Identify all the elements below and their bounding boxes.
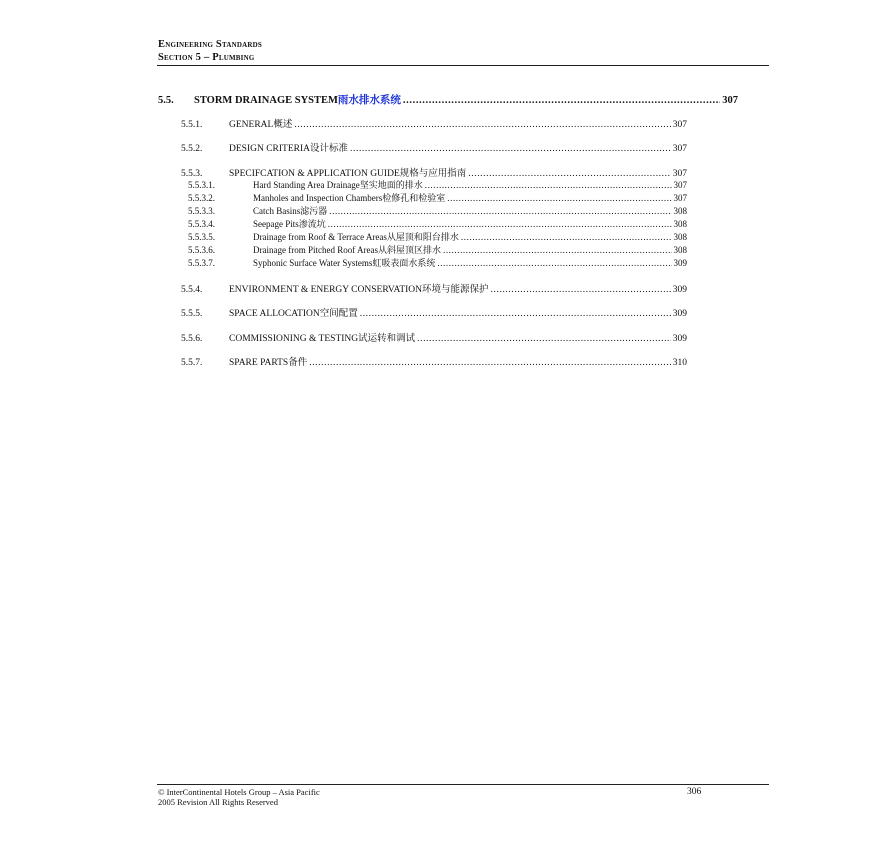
toc-number: 5.5.4. bbox=[181, 285, 203, 295]
toc-number: 5.5.1. bbox=[181, 120, 203, 130]
header-section: Section 5 – Plumbing bbox=[158, 52, 255, 63]
toc-page: 307 bbox=[672, 120, 687, 130]
toc-number: 5.5.3. bbox=[181, 169, 203, 179]
toc-title: Seepage Pits bbox=[253, 219, 299, 229]
header-title: Engineering Standards bbox=[158, 39, 262, 50]
toc-number: 5.5.6. bbox=[181, 334, 203, 344]
toc-title-chinese: 从斜屋顶区排水 bbox=[377, 246, 441, 256]
dot-leader bbox=[447, 193, 671, 203]
toc-entry bbox=[181, 165, 687, 179]
document-footer bbox=[158, 787, 320, 807]
toc-title-chinese: 备件 bbox=[288, 357, 308, 368]
toc-title-chinese: 空间配置 bbox=[319, 308, 358, 319]
dot-leader bbox=[443, 245, 672, 255]
toc-number: 5.5.3.4. bbox=[188, 219, 215, 229]
toc-page: 309 bbox=[672, 285, 687, 295]
toc-title-chinese: 从屋顶和阳台排水 bbox=[386, 233, 459, 243]
header-divider bbox=[157, 65, 769, 66]
copyright-text: © InterContinental Hotels Group – Asia Pacific bbox=[158, 787, 320, 797]
toc-title: Drainage from Pitched Roof Areas bbox=[253, 245, 378, 255]
toc-number: 5.5.3.6. bbox=[188, 245, 215, 255]
toc-number: 5.5.3.3. bbox=[188, 206, 215, 216]
dot-leader bbox=[491, 285, 671, 295]
toc-title: SPACE ALLOCATION bbox=[229, 309, 320, 319]
document-header bbox=[158, 38, 768, 64]
toc-title-chinese: 规格与应用指南 bbox=[399, 168, 467, 179]
toc-number: 5.5. bbox=[158, 95, 174, 106]
toc-page: 307 bbox=[672, 144, 687, 154]
toc-title-chinese: 设计标准 bbox=[310, 143, 349, 154]
toc-page: 307 bbox=[722, 95, 738, 106]
toc-page: 310 bbox=[672, 358, 687, 368]
toc-page: 308 bbox=[673, 219, 687, 229]
toc-entry bbox=[181, 281, 687, 295]
toc-title: Hard Standing Area Drainage bbox=[253, 180, 360, 190]
toc-title: STORM DRAINAGE SYSTEM bbox=[194, 95, 338, 106]
dot-leader bbox=[417, 334, 671, 344]
toc-page: 309 bbox=[672, 334, 687, 344]
toc-title-chinese: 环境与能源保护 bbox=[422, 284, 489, 295]
toc-subentry bbox=[188, 256, 687, 269]
dot-leader bbox=[461, 232, 672, 242]
toc-number: 5.5.3.7. bbox=[188, 258, 215, 268]
toc-title: DESIGN CRITERIA bbox=[229, 144, 311, 154]
toc-title: ENVIRONMENT & ENERGY CONSERVATION bbox=[229, 285, 423, 295]
toc-number: 5.5.3.1. bbox=[188, 180, 215, 190]
toc-page: 309 bbox=[672, 309, 687, 319]
toc-title-chinese: 检修孔和检验室 bbox=[382, 194, 446, 204]
toc-page: 309 bbox=[673, 258, 687, 268]
dot-leader bbox=[309, 358, 671, 368]
dot-leader bbox=[329, 206, 671, 216]
toc-title-chinese: 滤污器 bbox=[300, 207, 328, 217]
toc-entry bbox=[181, 116, 687, 130]
toc-page: 307 bbox=[673, 180, 687, 190]
toc-number: 5.5.5. bbox=[181, 309, 203, 319]
toc-subentry bbox=[188, 191, 687, 204]
toc-title: SPARE PARTS bbox=[229, 358, 289, 368]
toc-page: 307 bbox=[672, 169, 687, 179]
toc-subentry bbox=[188, 217, 687, 230]
toc-title: Catch Basins bbox=[253, 206, 301, 216]
toc-title: Manholes and Inspection Chambers bbox=[253, 193, 383, 203]
footer-divider bbox=[157, 784, 769, 785]
toc-page: 308 bbox=[673, 206, 687, 216]
toc-title: SPECIFCATION & APPLICATION GUIDE bbox=[229, 169, 400, 179]
dot-leader bbox=[328, 219, 672, 229]
toc-title-chinese: 坚实地面的排水 bbox=[359, 181, 423, 191]
toc-title: Syphonic Surface Water Systems bbox=[253, 258, 373, 268]
toc-subentry bbox=[188, 204, 687, 217]
dot-leader bbox=[403, 95, 720, 106]
toc-title-chinese: 渗流坑 bbox=[298, 220, 326, 230]
toc-main-entry bbox=[158, 92, 738, 107]
toc-page: 308 bbox=[673, 245, 687, 255]
dot-leader bbox=[425, 180, 672, 190]
toc-entry bbox=[181, 140, 687, 154]
toc-page: 307 bbox=[673, 193, 687, 203]
revision-text: 2005 Revision All Rights Reserved bbox=[158, 797, 278, 807]
dot-leader bbox=[294, 120, 670, 130]
toc-number: 5.5.7. bbox=[181, 358, 203, 368]
toc-number: 5.5.3.2. bbox=[188, 193, 215, 203]
toc-title-chinese: 试运转和调试 bbox=[358, 333, 416, 344]
toc-number: 5.5.3.5. bbox=[188, 232, 215, 242]
toc-entry bbox=[181, 330, 687, 344]
toc-number: 5.5.2. bbox=[181, 144, 203, 154]
dot-leader bbox=[360, 309, 671, 319]
toc-title-chinese: 虹吸表面水系统 bbox=[372, 259, 436, 269]
toc-subentry bbox=[188, 178, 687, 191]
toc-title-chinese: 雨水排水系统 bbox=[337, 94, 401, 106]
toc-subentry bbox=[188, 230, 687, 243]
toc-title: Drainage from Roof & Terrace Areas bbox=[253, 232, 387, 242]
toc-title-chinese: 概述 bbox=[273, 119, 293, 130]
toc-page: 308 bbox=[673, 232, 687, 242]
toc-subentry bbox=[188, 243, 687, 256]
toc-title: GENERAL bbox=[229, 120, 274, 130]
dot-leader bbox=[350, 144, 671, 154]
toc-title: COMMISSIONING & TESTING bbox=[229, 334, 359, 344]
dot-leader bbox=[437, 258, 671, 268]
toc-entry bbox=[181, 354, 687, 368]
toc-entry bbox=[181, 305, 687, 319]
page-number: 306 bbox=[687, 787, 702, 797]
